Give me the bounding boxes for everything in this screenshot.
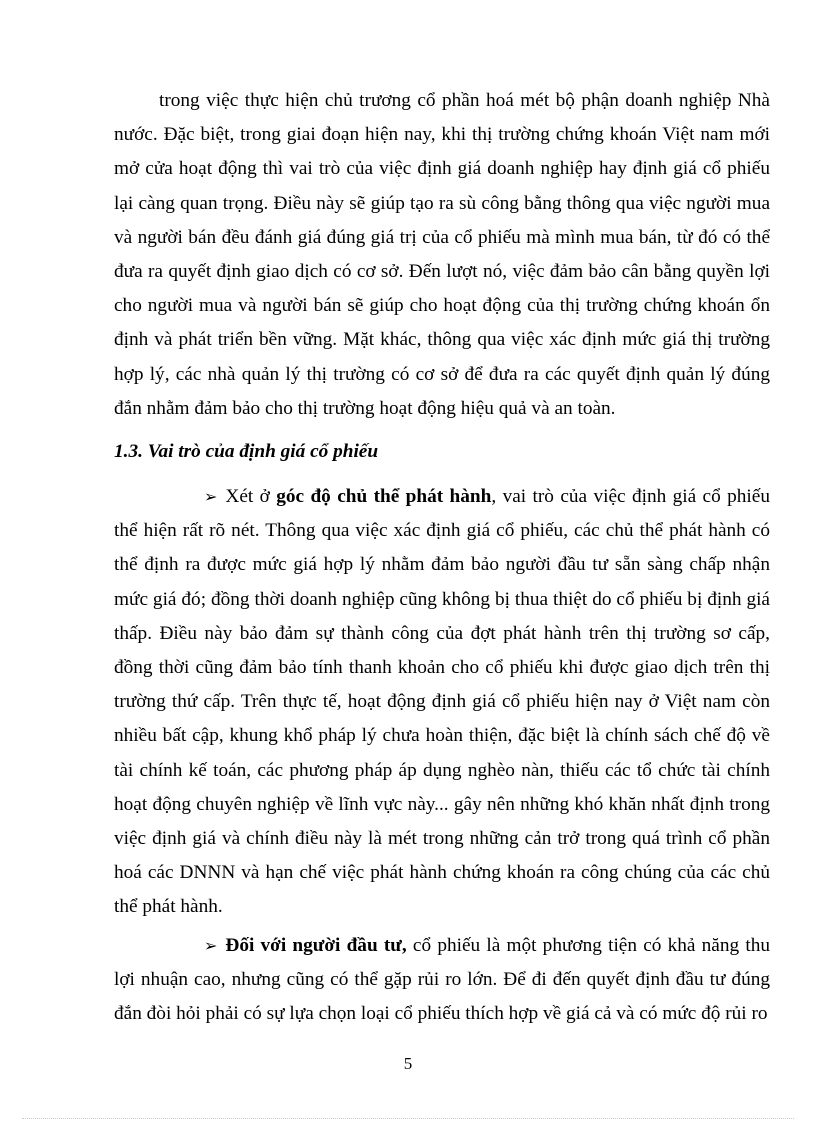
arrow-bullet-icon: ➢ bbox=[204, 487, 218, 506]
page-bottom-divider bbox=[22, 1118, 794, 1119]
emphasis-investor: Đối với người đầu tư, bbox=[225, 935, 407, 956]
paragraph-issuer-perspective bbox=[114, 480, 770, 925]
emphasis-issuer: góc độ chủ thể phát hành bbox=[276, 486, 492, 507]
section-heading: 1.3. Vai trò của định giá cổ phiếu bbox=[114, 441, 379, 462]
paragraph-body-text: , vai trò của việc định giá cổ phiếu thể hiện rất rõ nét. Thông qua việc xác định giá cổ phiếu, các chủ thể phát hành có thể định ra được mức giá hợp lý nhằm đảm bảo người đầu tư sẵn sàng chấp nhận mức giá đó; đồng thời doanh nghiệp cũng không bị thua thiệt do cổ phiếu bị định giá thấp. Điều này bảo đảm sự thành công của đợt phát hành trên thị trường sơ cấp, đồng thời cũng đảm bảo tính thanh khoản cho cổ phiếu khi được giao dịch trên thị trường thứ cấp. Trên thực tế, hoạt động định giá cổ phiếu hiện nay ở Việt nam còn nhiều bất cập, khung khổ pháp lý chưa hoàn thiện, đặc biệt là chính sách chế độ về tài chính kế toán, các phương pháp áp dụng nghèo nàn, thiếu các tổ chức tài chính hoạt động chuyên nghiệp về lĩnh vực này... gây nên những khó khăn nhất định trong việc định giá và chính điều này là mét trong những cản trở trong quá trình cổ phần hoá các DNNN và hạn chế việc phát hành chứng khoán ra công chúng của các chủ thể phát hành. bbox=[114, 486, 770, 918]
paragraph-investor-perspective bbox=[114, 929, 770, 1032]
page-number: 5 bbox=[403, 1054, 413, 1073]
paragraph-body-text: cổ phiếu là một phương tiện có khả năng thu lợi nhuận cao, nhưng cũng có thể gặp rủi ro lớn. Để đi đến quyết định đầu tư đúng đắn đòi hỏi phải có sự lựa chọn loại cổ phiếu thích hợp về giá cả và có mức độ rủi ro bbox=[114, 935, 770, 1025]
paragraph-continuation: trong việc thực hiện chủ trương cổ phần hoá mét bộ phận doanh nghiệp Nhà nước. Đặc biệt, trong giai đoạn hiện nay, khi thị trường chứng khoán Việt nam mới mở cửa hoạt động thì vai trò của việc định giá doanh nghiệp hay định giá cổ phiếu lại càng quan trọng. Điều này sẽ giúp tạo ra sù công bằng thông qua việc người mua và người bán đều đánh giá đúng giá trị của cổ phiếu mà mình mua bán, từ đó có thể đưa ra quyết định giao dịch có cơ sở. Đến lượt nó, việc đảm bảo cân bằng quyền lợi cho người mua và người bán sẽ giúp cho hoạt động của thị trường chứng khoán ổn định và phát triển bền vững. Mặt khác, thông qua việc xác định mức giá thị trường hợp lý, các nhà quản lý thị trường có cơ sở để đưa ra các quyết định quản lý đúng đắn nhằm đảm bảo cho thị trường hoạt động hiệu quả và an toàn. bbox=[114, 90, 770, 419]
arrow-bullet-icon: ➢ bbox=[204, 936, 218, 955]
paragraph-lead-text: Xét ở bbox=[225, 486, 277, 507]
